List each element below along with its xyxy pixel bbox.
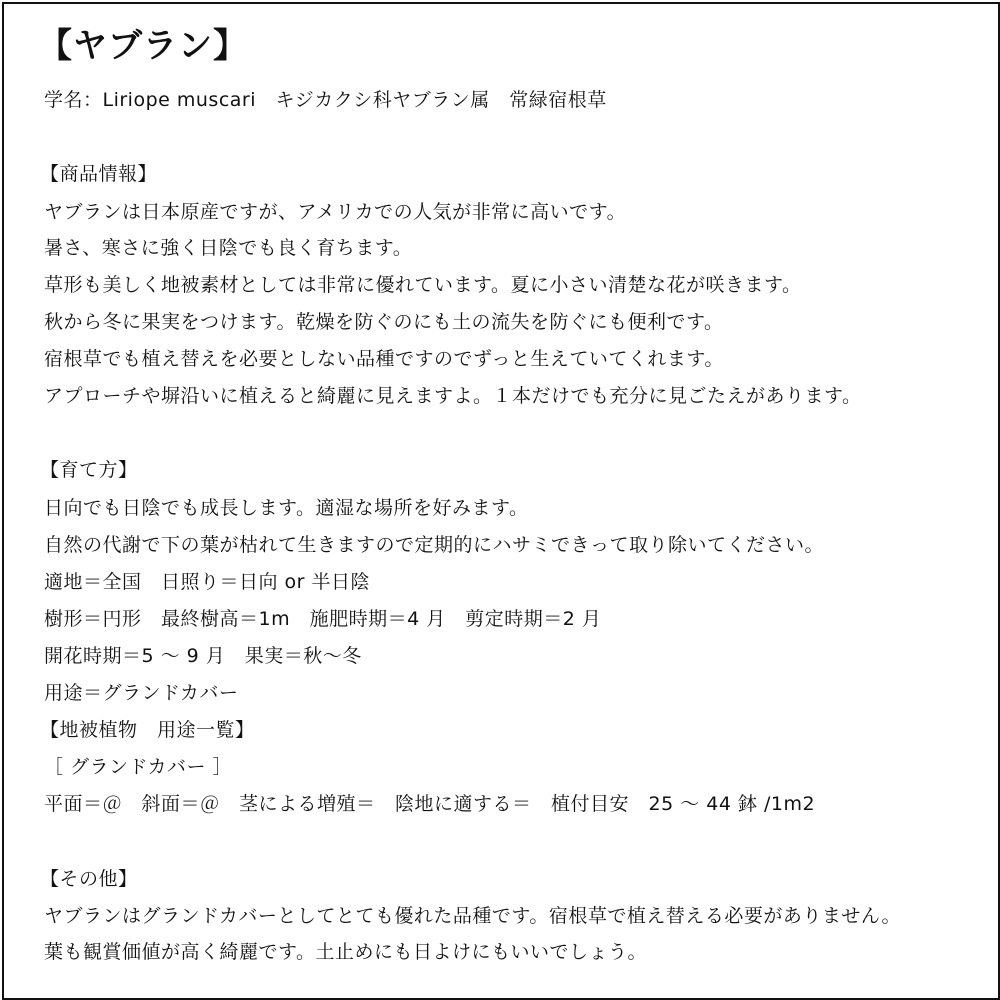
groundcover-line: 平面＝＠ 斜面＝＠ 茎による増殖＝ 陰地に適する＝ 植付目安 25 ～ 44 鉢 /1m2: [44, 793, 816, 815]
care-line: 樹形＝円形 最終樹高＝1m 施肥時期＝4 月 剪定時期＝2 月: [44, 608, 602, 630]
groundcover-heading: 【地被植物 用途一覧】: [40, 719, 255, 741]
product-info-line: ヤブランは日本原産ですが、アメリカでの人気が非常に高いです。: [44, 201, 627, 223]
product-info-line: 暑さ、寒さに強く日陰でも良く育ちます。: [44, 237, 413, 259]
page-title: 【ヤブラン】: [38, 26, 248, 66]
product-info-heading: 【商品情報】: [40, 163, 158, 185]
care-line: 日向でも日陰でも成長します。適湿な場所を好みます。: [44, 497, 529, 519]
product-info-line: アプローチや塀沿いに植えると綺麗に見えますよ。１本だけでも充分に見ごたえがあります。: [44, 385, 862, 407]
product-info-line: 草形も美しく地被素材としては非常に優れています。夏に小さい清楚な花が咲きます。: [44, 274, 802, 296]
other-line: ヤブランはグランドカバーとしてとても優れた品種です。宿根草で植え替える必要がありません。: [44, 905, 902, 927]
care-line: 自然の代謝で下の葉が枯れて生きますので定期的にハサミできって取り除いてください。: [44, 534, 825, 556]
care-line: 適地＝全国 日照り＝日向 or 半日陰: [44, 571, 371, 593]
groundcover-subheading: ［ グランドカバー ］: [44, 756, 233, 778]
care-line: 用途＝グランドカバー: [44, 682, 239, 704]
product-info-line: 宿根草でも植え替えを必要としない品種ですのでずっと生えていてくれます。: [44, 348, 724, 370]
other-line: 葉も観賞価値が高く綺麗です。土止めにも日よけにもいいでしょう。: [44, 941, 647, 963]
care-heading: 【育て方】: [40, 459, 138, 481]
product-info-line: 秋から冬に果実をつけます。乾燥を防ぐのにも土の流失を防ぐにも便利です。: [44, 311, 724, 333]
care-line: 開花時期＝5 ～ 9 月 果実＝秋～冬: [44, 645, 362, 667]
other-heading: 【その他】: [40, 868, 138, 890]
scientific-name: 学名：Liriope muscari キジカクシ科ヤブラン属 常緑宿根草: [44, 89, 607, 111]
